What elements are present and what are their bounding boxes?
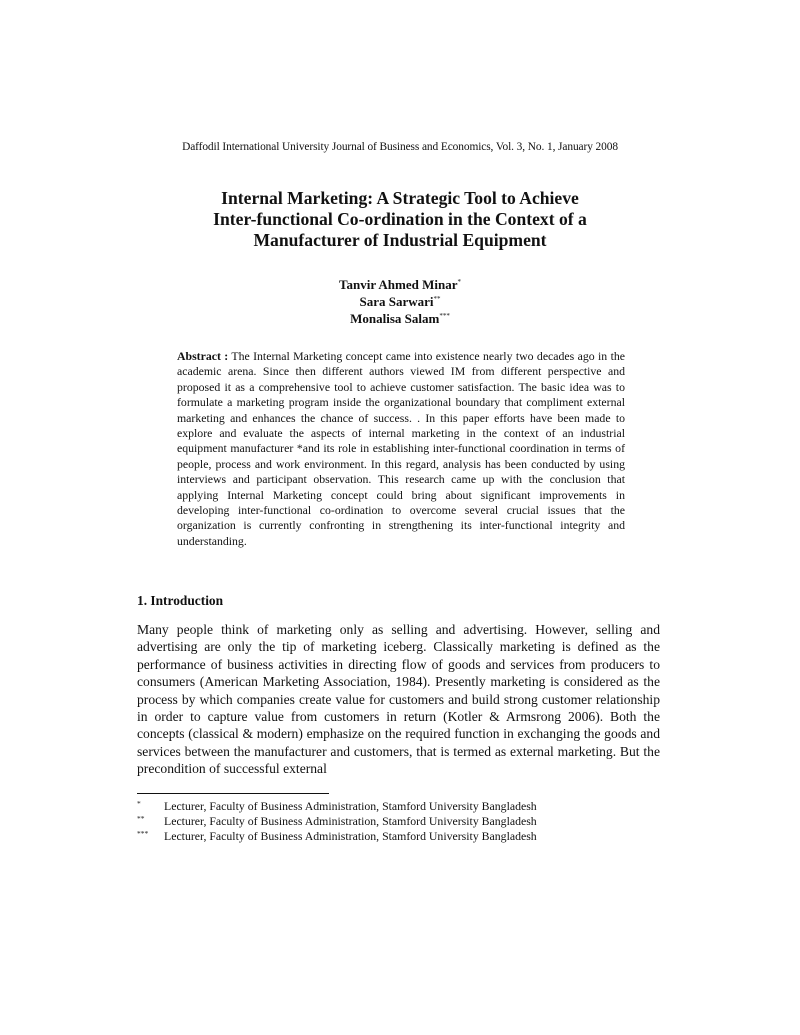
footnote-divider <box>137 793 329 794</box>
footnote <box>137 799 660 814</box>
footnote-mark: * <box>137 799 141 808</box>
footnote <box>137 829 660 844</box>
footnote-mark: *** <box>137 829 149 838</box>
abstract <box>177 349 625 549</box>
abstract-text: The Internal Marketing concept came into existence nearly two decades ago in the academic arena. Since then different authors viewed IM from different perspective and proposed it as a comprehensive tool to achieve customer satisfaction. The basic idea was to formulate a marketing program inside the organizational boundary that compliment external marketing and enhances the chance of success. . In this paper efforts have been made to explore and evaluate the aspects of internal marketing in the context of an industrial equipment manufacturer *and its role in establishing inter-functional coordination in terms of people, process and work environment. In this regard, analysis has been conducted by using interviews and participant observation. This research came up with the conclusion that applying Internal Marketing concept could bring about significant improvements in developing inter-functional co-ordination to overcome several crucial issues that the organization is currently confronting in strengthening its inter-functional integrity and understanding. <box>177 349 625 548</box>
section-heading: 1. Introduction <box>137 593 224 608</box>
author <box>250 276 550 293</box>
body-paragraph: Many people think of marketing only as selling and advertising. However, selling and advertising are only the tip of marketing iceberg. Classically marketing is defined as the performance of business activities in directing flow of goods and services from producers to consumers (American Marketing Association, 1984). Presently marketing is considered as the process by which companies create value for customers and build strong customer relationship in order to capture value from customers in return (Kotler & Armsrong 2006). Both the concepts (classical & modern) emphasize on the required function in exchanging the goods and services between the manufacturer and customers, that is termed as external marketing. But the precondition of successful external <box>137 622 660 777</box>
footnote-text: Lecturer, Faculty of Business Administration, Stamford University Bangladesh <box>164 814 537 828</box>
author-name: Sara Sarwari <box>359 294 434 309</box>
author-footnote-mark: * <box>457 278 461 286</box>
footnote-text: Lecturer, Faculty of Business Administration, Stamford University Bangladesh <box>164 799 537 813</box>
footnote-mark: ** <box>137 814 145 823</box>
title-line: Inter-functional Co-ordination in the Context of a <box>213 209 587 229</box>
author-name: Monalisa Salam <box>350 311 440 326</box>
title-line: Manufacturer of Industrial Equipment <box>253 230 547 250</box>
author-name: Tanvir Ahmed Minar <box>339 277 458 292</box>
title-line: Internal Marketing: A Strategic Tool to Achieve <box>221 188 579 208</box>
paper-title <box>150 188 650 251</box>
author-list <box>250 276 550 327</box>
author <box>250 310 550 327</box>
footnote <box>137 814 660 829</box>
author <box>250 293 550 310</box>
running-head: Daffodil International University Journal of Business and Economics, Vol. 3, No. 1, January 2008 <box>182 141 618 153</box>
author-footnote-mark: ** <box>433 295 441 303</box>
footnotes <box>137 799 660 844</box>
footnote-text: Lecturer, Faculty of Business Administration, Stamford University Bangladesh <box>164 829 537 843</box>
abstract-label: Abstract : <box>177 349 229 363</box>
author-footnote-mark: *** <box>439 312 450 320</box>
